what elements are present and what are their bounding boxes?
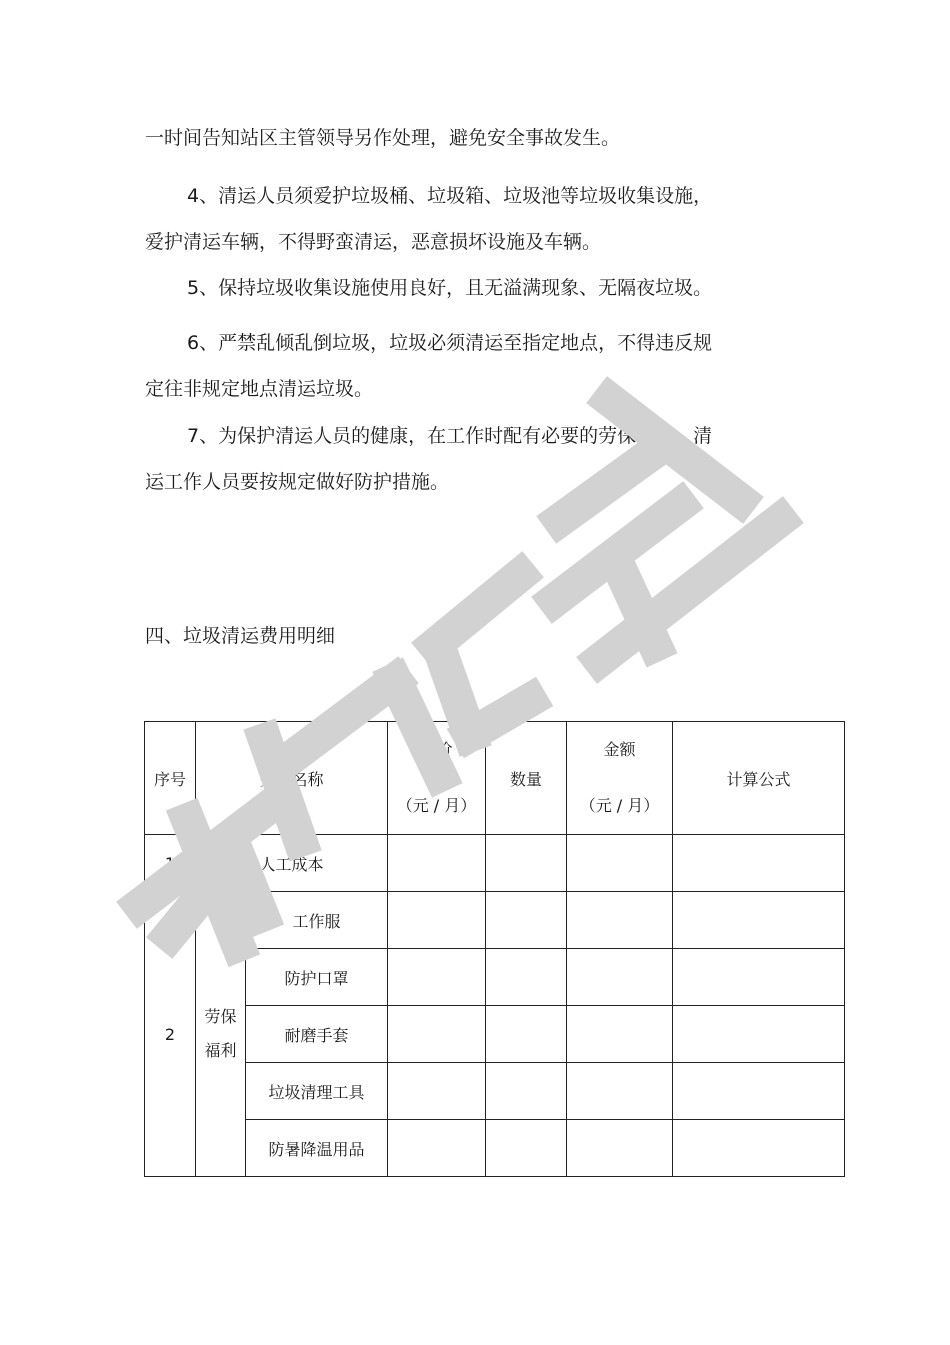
- cell-unit-price: [388, 835, 486, 892]
- cell-amount: [567, 1063, 673, 1120]
- cell-formula: [673, 892, 845, 949]
- row-seq: 1: [145, 835, 196, 892]
- cell-quantity: [486, 892, 567, 949]
- header-fee-name: 费用名称: [196, 722, 388, 835]
- header-unit-price-unit: （元 / 月）: [396, 796, 477, 815]
- table-header-row: [145, 722, 845, 835]
- paragraph-text: 5、保持垃圾收集设施使用良好，且无溢满现象、无隔夜垃圾。: [187, 277, 713, 299]
- paragraph-item-7: [145, 413, 770, 505]
- row-item-name: 垃圾清理工具: [246, 1063, 388, 1120]
- row-item-name: 防护口罩: [246, 949, 388, 1006]
- paragraph-text: 运工作人员要按规定做好防护措施。: [145, 471, 450, 493]
- fee-table: [144, 721, 845, 1177]
- paragraph-text: 定往非规定地点清运垃圾。: [145, 378, 374, 400]
- table-row: [145, 949, 845, 1006]
- cell-formula: [673, 835, 845, 892]
- cell-quantity: [486, 949, 567, 1006]
- cell-amount: [567, 949, 673, 1006]
- cell-formula: [673, 1063, 845, 1120]
- header-unit-price-label: 单价: [420, 740, 453, 759]
- table-row: [145, 835, 845, 892]
- paragraph-text: 7、为保护清运人员的健康，在工作时配有必要的劳保用品，清: [187, 425, 713, 447]
- header-unit-price: [388, 722, 486, 835]
- cell-quantity: [486, 1120, 567, 1177]
- table-row: [145, 1120, 845, 1177]
- paragraph-continuation: [145, 115, 770, 161]
- header-quantity: 数量: [486, 722, 567, 835]
- cell-amount: [567, 1006, 673, 1063]
- paragraph-item-5: [145, 265, 770, 311]
- row-fee-name: 人工成本: [196, 835, 388, 892]
- group-name-line: 福利: [204, 1041, 237, 1060]
- table-row: [145, 1063, 845, 1120]
- cell-amount: [567, 835, 673, 892]
- table-row: [145, 892, 845, 949]
- header-seq: 序号: [145, 722, 196, 835]
- cell-amount: [567, 1120, 673, 1177]
- cell-unit-price: [388, 1006, 486, 1063]
- table-row: [145, 1006, 845, 1063]
- row-seq: 2: [145, 892, 196, 1177]
- row-item-name: 防暑降温用品: [246, 1120, 388, 1177]
- paragraph-text: 4、清运人员须爱护垃圾桶、垃圾箱、垃圾池等垃圾收集设施，: [187, 185, 713, 207]
- cell-formula: [673, 1006, 845, 1063]
- header-amount: [567, 722, 673, 835]
- header-amount-label: 金额: [603, 740, 636, 759]
- row-item-name: 耐磨手套: [246, 1006, 388, 1063]
- header-formula: 计算公式: [673, 722, 845, 835]
- paragraph-text: 6、严禁乱倾乱倒垃圾，垃圾必须清运至指定地点，不得违反规: [187, 332, 713, 354]
- cell-quantity: [486, 1063, 567, 1120]
- paragraph-text: 一时间告知站区主管领导另作处理，避免安全事故发生。: [145, 127, 621, 149]
- cell-quantity: [486, 1006, 567, 1063]
- cell-unit-price: [388, 1063, 486, 1120]
- section-title: 四、垃圾清运费用明细: [145, 625, 336, 647]
- cell-formula: [673, 1120, 845, 1177]
- cell-formula: [673, 949, 845, 1006]
- paragraph-text: 爱护清运车辆，不得野蛮清运，恶意损坏设施及车辆。: [145, 231, 602, 253]
- cell-quantity: [486, 835, 567, 892]
- row-item-name: 工作服: [246, 892, 388, 949]
- paragraph-item-4: [145, 173, 770, 265]
- cell-unit-price: [388, 949, 486, 1006]
- row-group-name: [196, 892, 246, 1177]
- header-amount-unit: （元 / 月）: [579, 796, 660, 815]
- cell-unit-price: [388, 1120, 486, 1177]
- cell-unit-price: [388, 892, 486, 949]
- paragraph-item-6: [145, 320, 770, 412]
- group-name-line: 劳保: [204, 1007, 237, 1026]
- cell-amount: [567, 892, 673, 949]
